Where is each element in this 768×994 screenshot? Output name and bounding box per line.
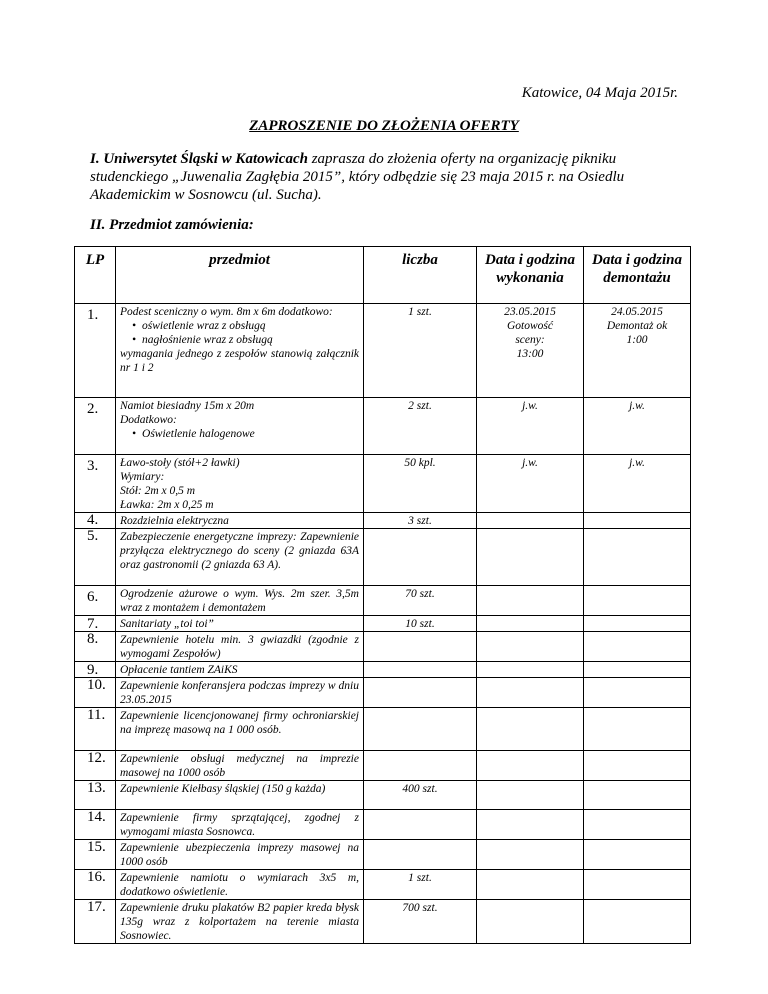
row-item: Zabezpieczenie energetyczne imprezy: Zapewnienie przyłącza elektrycznego do sceny (2 gniazda 63A oraz gastronomii (2 gniazda 63 A). [116, 529, 364, 586]
row-item: Zapewnienie obsługi medycznej na imprezie masowej na 1000 osób [116, 751, 364, 781]
row-lp: 14. [75, 810, 116, 840]
row-qty: 10 szt. [364, 616, 477, 632]
document-date: Katowice, 04 Maja 2015r. [521, 85, 678, 101]
row-dismantle-date [584, 840, 691, 870]
row-item: Zapewnienie konferansjera podczas imprezy w dniu 23.05.2015 [116, 678, 364, 708]
row-item: Sanitariaty „toi toi” [116, 616, 364, 632]
row-lp: 11. [75, 708, 116, 751]
row-lp: 15. [75, 840, 116, 870]
item-bullet: • nagłośnienie wraz z obsługą [120, 333, 359, 347]
document-title: ZAPROSZENIE DO ZŁOŻENIA OFERTY [249, 118, 519, 134]
row-item: Zapewnienie druku plakatów B2 papier kreda błysk 135g wraz z kolportażem na terenie miasta Sosnowiec. [116, 900, 364, 944]
table-row [75, 870, 691, 900]
intro-text: zaprasza do złożenia oferty na organizację pikniku studenckiego „Juwenalia Zagłębia 2015”, który odbędzie się 23 maja 2015 r. na Osiedlu Akademickim w Sosnowcu (ul. Sucha). [90, 151, 625, 203]
table-row [75, 455, 691, 513]
row-exec-date: j.w. [477, 398, 584, 455]
table-row [75, 751, 691, 781]
row-qty [364, 708, 477, 751]
row-exec-date [477, 513, 584, 529]
table-row [75, 840, 691, 870]
table-row [75, 678, 691, 708]
row-exec-date [477, 304, 584, 398]
row-item: Zapewnienie firmy sprzątającej, zgodnej z wymogami miasta Sosnowca. [116, 810, 364, 840]
row-lp: 16. [75, 870, 116, 900]
table-row [75, 616, 691, 632]
table-row [75, 662, 691, 678]
row-dismantle-date [584, 678, 691, 708]
row-qty [364, 751, 477, 781]
row-item: Zapewnienie Kiełbasy śląskiej (150 g każda) [116, 781, 364, 810]
table-row [75, 900, 691, 944]
row-exec-date [477, 810, 584, 840]
row-exec-date [477, 529, 584, 586]
row-qty [364, 529, 477, 586]
row-dismantle-date [584, 751, 691, 781]
table-header-row [75, 247, 691, 304]
row-item: Ogrodzenie ażurowe o wym. Wys. 2m szer. 3,5m wraz z montażem i demontażem [116, 586, 364, 616]
row-item [116, 304, 364, 398]
exec-line: Gotowość [507, 320, 553, 332]
row-item: Rozdzielnia elektryczna [116, 513, 364, 529]
dismantle-line: Demontaż ok [606, 320, 668, 332]
row-item: Zapewnienie hotelu min. 3 gwiazdki (zgodnie z wymogami Zespołów) [116, 632, 364, 662]
row-dismantle-date [584, 810, 691, 840]
row-lp: 7. [75, 616, 116, 632]
item-text: Ławka: 2m x 0,25 m [120, 499, 214, 511]
row-qty: 1 szt. [364, 304, 477, 398]
item-text: Dodatkowo: [120, 414, 177, 426]
row-exec-date [477, 678, 584, 708]
row-dismantle-date [584, 616, 691, 632]
row-exec-date: j.w. [477, 455, 584, 513]
row-exec-date [477, 900, 584, 944]
dismantle-line: 24.05.2015 [611, 306, 663, 318]
table-row [75, 586, 691, 616]
row-exec-date [477, 708, 584, 751]
row-item: Zapewnienie namiotu o wymiarach 3x5 m, dodatkowo oświetlenie. [116, 870, 364, 900]
row-qty: 1 szt. [364, 870, 477, 900]
row-lp: 5. [75, 529, 116, 586]
row-item [116, 398, 364, 455]
row-dismantle-date [584, 529, 691, 586]
item-bullet: • Oświetlenie halogenowe [120, 427, 359, 441]
row-qty [364, 678, 477, 708]
row-exec-date [477, 781, 584, 810]
item-text: Namiot biesiadny 15m x 20m [120, 400, 255, 412]
table-row [75, 304, 691, 398]
row-qty [364, 810, 477, 840]
row-qty [364, 840, 477, 870]
order-table [74, 246, 691, 944]
row-dismantle-date: j.w. [584, 398, 691, 455]
row-item [116, 455, 364, 513]
row-dismantle-date: j.w. [584, 455, 691, 513]
row-lp: 13. [75, 781, 116, 810]
col-header-qty: liczba [364, 247, 477, 304]
exec-line: sceny: [515, 334, 545, 346]
row-exec-date [477, 616, 584, 632]
row-dismantle-date [584, 781, 691, 810]
row-dismantle-date [584, 513, 691, 529]
row-item: Zapewnienie ubezpieczenia imprezy masowej na 1000 osób [116, 840, 364, 870]
section-heading: II. Przedmiot zamówienia: [90, 217, 254, 233]
col-header-dismantle-date: Data i godzina demontażu [584, 247, 691, 304]
item-bullet: • oświetlenie wraz z obsługą [120, 319, 359, 333]
row-lp: 6. [75, 586, 116, 616]
dismantle-line: 1:00 [626, 334, 648, 346]
row-dismantle-date [584, 662, 691, 678]
row-lp: 17. [75, 900, 116, 944]
row-qty: 50 kpl. [364, 455, 477, 513]
row-qty: 700 szt. [364, 900, 477, 944]
table-row [75, 781, 691, 810]
table-row [75, 529, 691, 586]
row-dismantle-date [584, 900, 691, 944]
item-text: wymagania jednego z zespołów stanowią załącznik nr 1 i 2 [120, 348, 359, 374]
row-exec-date [477, 632, 584, 662]
row-dismantle-date [584, 632, 691, 662]
row-dismantle-date [584, 708, 691, 751]
col-header-item: przedmiot [116, 247, 364, 304]
row-exec-date [477, 870, 584, 900]
row-qty [364, 632, 477, 662]
item-text: Stół: 2m x 0,5 m [120, 485, 196, 497]
intro-university: I. Uniwersytet Śląski w Katowicach [90, 151, 308, 167]
row-lp: 2. [75, 398, 116, 455]
table-row [75, 708, 691, 751]
exec-line: 23.05.2015 [504, 306, 556, 318]
row-lp: 4. [75, 513, 116, 529]
row-exec-date [477, 840, 584, 870]
row-item: Zapewnienie licencjonowanej firmy ochroniarskiej na imprezę masową na 1 000 osób. [116, 708, 364, 751]
col-header-lp: LP [75, 247, 116, 304]
row-dismantle-date [584, 870, 691, 900]
row-dismantle-date [584, 304, 691, 398]
table-row [75, 632, 691, 662]
row-exec-date [477, 586, 584, 616]
exec-line: 13:00 [516, 348, 544, 360]
item-text: Wymiary: [120, 471, 165, 483]
row-qty: 2 szt. [364, 398, 477, 455]
row-lp: 12. [75, 751, 116, 781]
table-row [75, 398, 691, 455]
row-qty: 3 szt. [364, 513, 477, 529]
row-lp: 1. [75, 304, 116, 398]
table-row [75, 513, 691, 529]
table-row [75, 810, 691, 840]
item-text: Ławo-stoły (stół+2 ławki) [120, 457, 240, 469]
col-header-exec-date: Data i godzina wykonania [477, 247, 584, 304]
row-lp: 8. [75, 632, 116, 662]
row-lp: 10. [75, 678, 116, 708]
row-lp: 9. [75, 662, 116, 678]
row-exec-date [477, 662, 584, 678]
row-item: Opłacenie tantiem ZAiKS [116, 662, 364, 678]
item-text: Podest sceniczny o wym. 8m x 6m dodatkowo: [120, 306, 333, 318]
row-qty [364, 662, 477, 678]
intro-paragraph [90, 150, 680, 204]
row-dismantle-date [584, 586, 691, 616]
row-lp: 3. [75, 455, 116, 513]
row-qty: 400 szt. [364, 781, 477, 810]
row-exec-date [477, 751, 584, 781]
row-qty: 70 szt. [364, 586, 477, 616]
